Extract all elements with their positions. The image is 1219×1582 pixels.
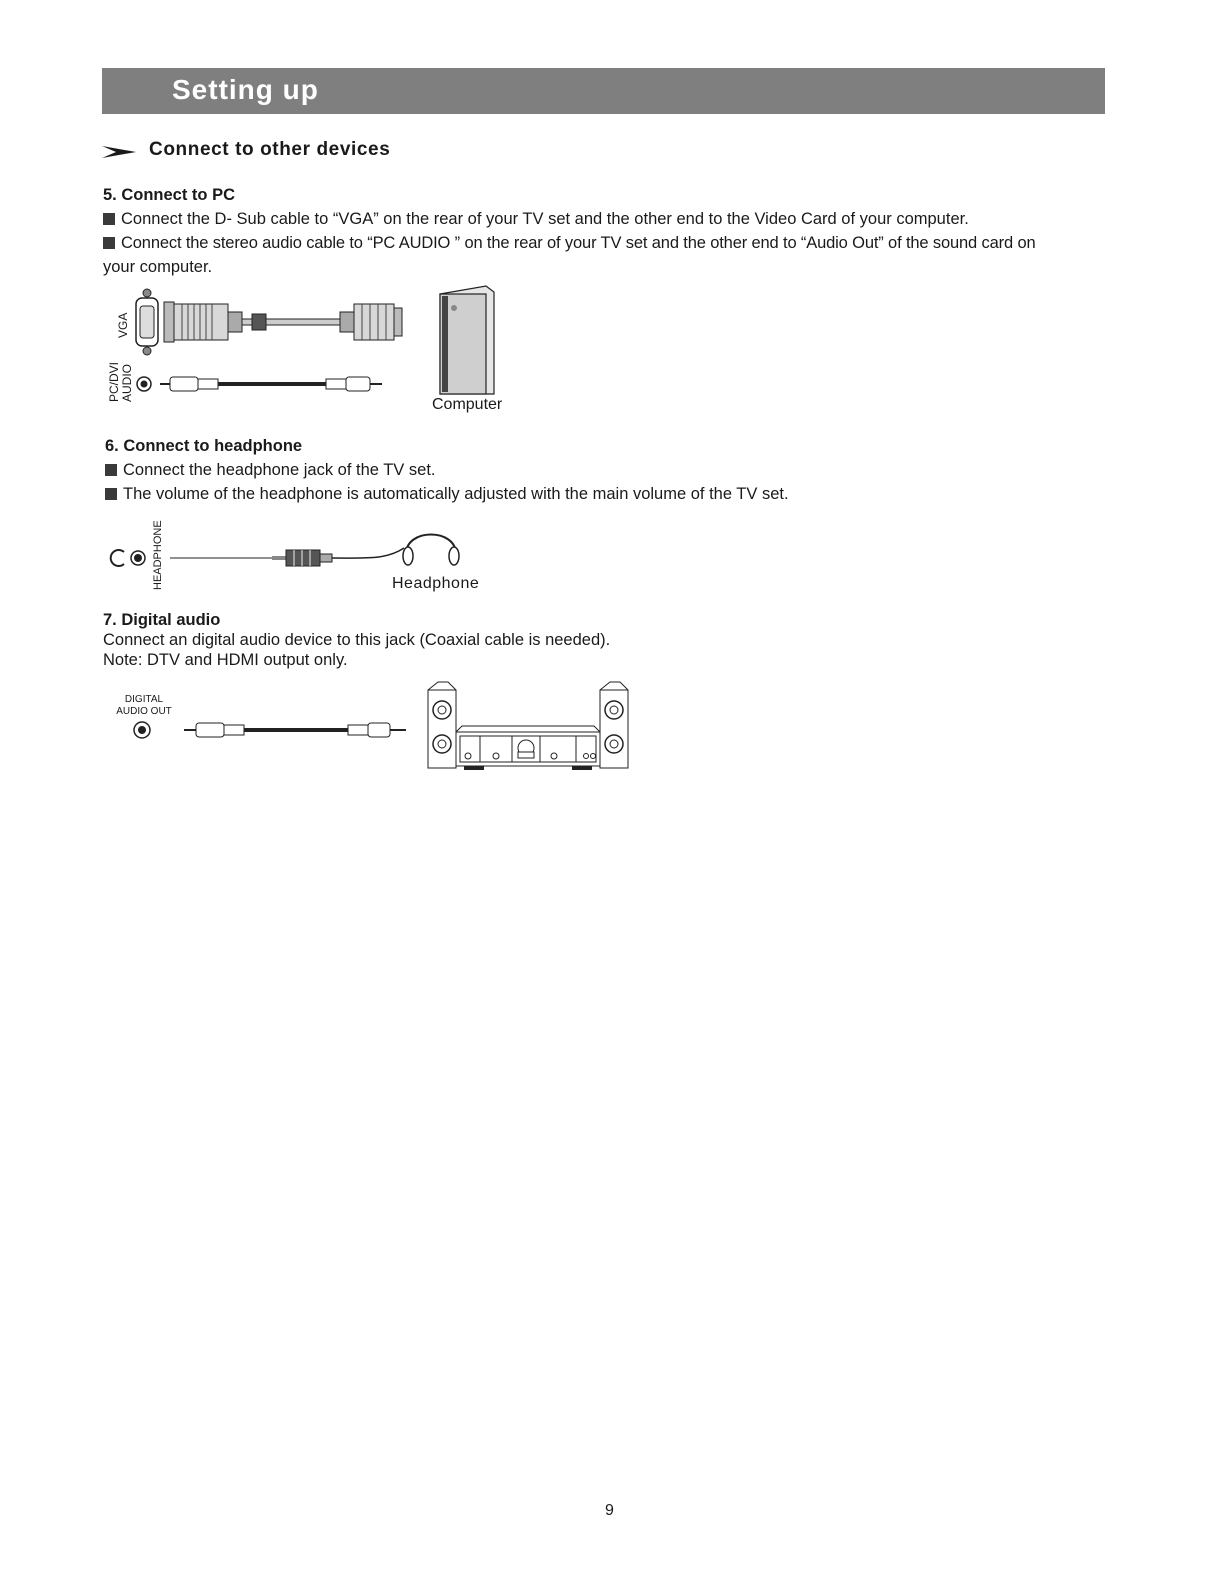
headphone-device-label: Headphone <box>392 575 480 592</box>
bullet-square-icon <box>105 488 117 500</box>
right-speaker-icon <box>600 682 628 768</box>
digital-heading: 7. Digital audio <box>103 611 221 629</box>
digital-line-1: Connect an digital audio device to this jack (Coaxial cable is needed). <box>103 631 611 649</box>
digital-line-2: Note: DTV and HDMI output only. <box>103 651 348 669</box>
headphone-heading: 6. Connect to headphone <box>105 437 303 455</box>
computer-tower-icon <box>438 284 498 396</box>
digital-audio-out-label <box>112 694 176 718</box>
digital-audio-out-label-line1: DIGITAL <box>124 694 164 705</box>
digital-audio-cable-illustration <box>130 718 410 742</box>
pc-bullet-2-text: Connect the stereo audio cable to “PC AUDIO ” on the rear of your TV set and the other end to “Audio Out” of the sound card on <box>121 234 1036 252</box>
header-banner <box>102 68 1105 114</box>
pc-audio-port-label-line1: PC/DVI <box>107 361 121 402</box>
amplifier-icon <box>456 726 600 770</box>
page-number: 9 <box>605 1502 614 1519</box>
pc-bullet-1 <box>103 210 969 229</box>
headphone-bullet-1 <box>105 461 436 480</box>
page-title: Setting up <box>172 74 319 105</box>
pc-audio-port-label <box>108 362 134 402</box>
pc-heading: 5. Connect to PC <box>103 186 236 204</box>
vga-cable-illustration <box>130 288 410 358</box>
left-speaker-icon <box>428 682 456 768</box>
headphone-port-label: HEADPHONE <box>152 520 164 590</box>
headphone-cable-illustration <box>104 518 464 578</box>
digital-audio-out-label-line2: AUDIO OUT <box>116 706 172 717</box>
headphone-icon <box>406 535 456 555</box>
vga-port-label: VGA <box>116 312 130 338</box>
headphone-bullet-2 <box>105 485 789 504</box>
headphone-bullet-1-text: Connect the headphone jack of the TV set. <box>123 461 436 479</box>
bullet-square-icon <box>105 464 117 476</box>
section-title: Connect to other devices <box>149 139 391 160</box>
pc-audio-port-label-line2: AUDIO <box>120 363 134 402</box>
bullet-square-icon <box>103 213 115 225</box>
headphone-bullet-2-text: The volume of the headphone is automatically adjusted with the main volume of the TV set. <box>123 485 789 503</box>
pc-audio-cable-illustration <box>134 372 394 396</box>
pc-bullet-2-continuation: your computer. <box>103 258 213 276</box>
pc-bullet-2 <box>103 234 1036 253</box>
audio-system-illustration <box>426 682 632 772</box>
pc-bullet-1-text: Connect the D- Sub cable to “VGA” on the rear of your TV set and the other end to the Video Card of your computer. <box>121 210 969 228</box>
computer-label: Computer <box>432 396 503 413</box>
bullet-square-icon <box>103 237 115 249</box>
arrow-right-icon <box>102 143 138 161</box>
headphone-jack-icon <box>111 550 124 566</box>
